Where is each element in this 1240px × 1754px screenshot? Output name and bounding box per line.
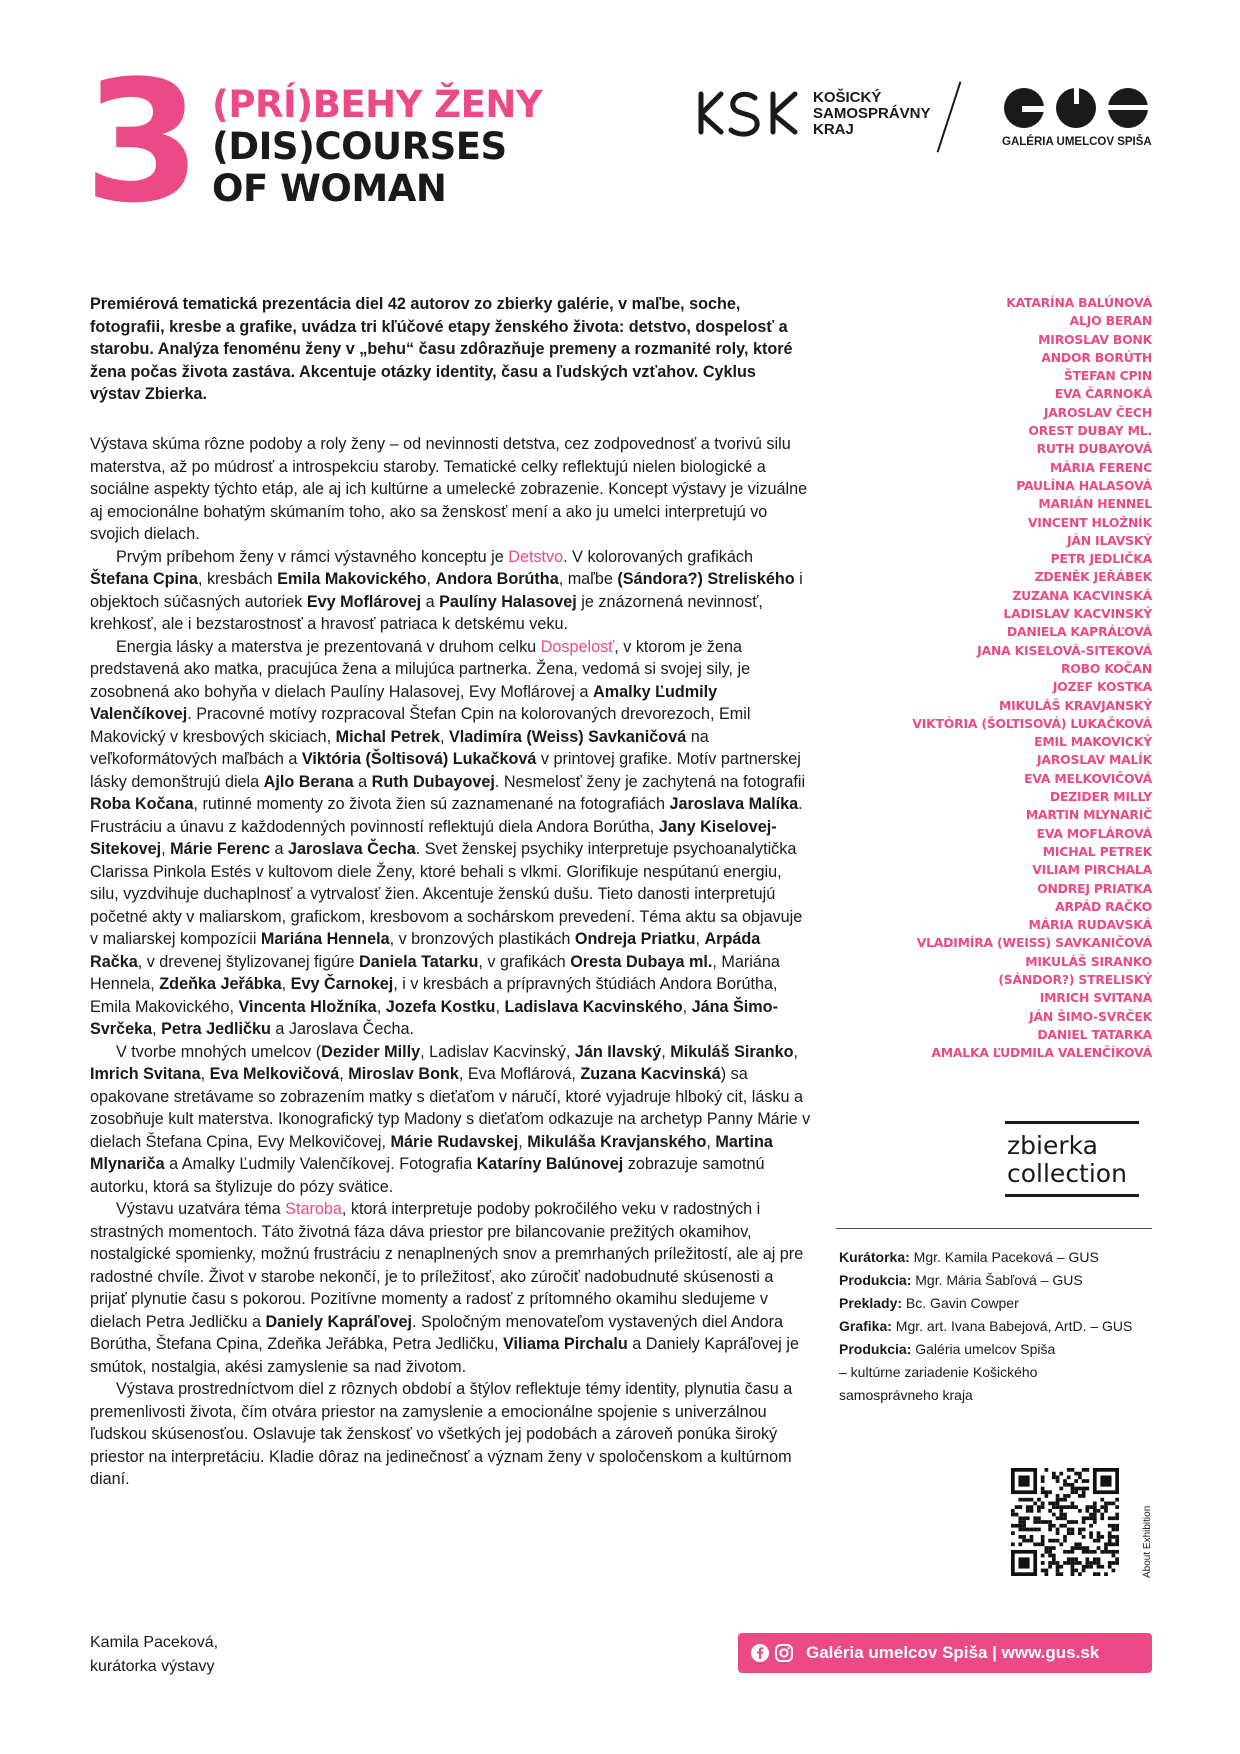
artist-name: VILIAM PIRCHALA — [1032, 862, 1152, 878]
intro-paragraph — [90, 293, 810, 406]
artist-name: JÁN ŠIMO-SVRČEK — [1029, 1008, 1152, 1024]
main-article — [90, 433, 812, 1491]
artist-name: AMALKA ĽUDMILA VALENČÍKOVÁ — [931, 1045, 1152, 1061]
title-line-sk: (PRÍ)BEHY ŽENY — [212, 83, 543, 126]
ksk-logo-mark — [697, 88, 803, 140]
artist-name: OREST DUBAY ML. — [1028, 423, 1152, 439]
credit-continuation: samosprávneho kraja — [839, 1387, 973, 1403]
article-paragraph: V tvorbe mnohých umelcov (Dezider Milly, Ladislav Kacvinský, Ján Ilavský, Mikuláš Siranko, Imrich Svitana, Eva Melkovičová, Miroslav Bonk, Eva Moflárová, Zuzana Kacvinská) sa opakovane stretávame so zobrazením matky s dieťaťom v náručí, ktoré vyjadruje hlboký cit, lásku a zosobňuje kult materstva. Ikonografický typ Madony s dieťaťom odkazuje na archetyp Panny Márie v dielach Štefana Cpina, Evy Melkovičovej, Márie Rudavskej, Mikuláša Kravjanského, Martina Mlynariča a Amalky Ľudmily Valenčíkovej. Fotografia Kataríny Balúnovej zobrazuje samotnú autorku, ktorá sa štylizuje do pózy svätice. — [90, 1042, 811, 1196]
credit-row — [839, 1315, 1149, 1338]
zbierka-collection-logo — [1005, 1121, 1139, 1197]
ksk-text-line: SAMOSPRÁVNY — [813, 105, 931, 122]
qr-label: About Exhibition — [1142, 1505, 1153, 1578]
artist-name: PETR JEDLIČKA — [1050, 551, 1152, 567]
artist-name: ANDOR BORÚTH — [1041, 349, 1152, 365]
artist-name: EVA MOFLÁROVÁ — [1036, 825, 1152, 841]
credit-value: Mgr. Kamila Paceková – GUS — [909, 1249, 1099, 1265]
title-line-en-1: (DIS)COURSES — [212, 125, 507, 168]
artist-name: MIKULÁŠ SIRANKO — [1025, 953, 1152, 969]
artist-name: MARTIN MLYNARIČ — [1025, 807, 1152, 823]
ksk-text-line: KRAJ — [813, 121, 854, 138]
gus-logo — [1002, 84, 1152, 150]
article-paragraph: Výstava skúma rôzne podoby a roly ženy – od nevinnosti detstva, cez zodpovednosť a tvorivú silu materstva, až po múdrosť a introspekciu staroby. Tematické celky reflektujú nielen biologické a sociálne aspekty týchto etáp, ale aj ich kultúrne a umelecké zobrazenie. Koncept výstavy je vizuálne aj emocionálne bohatým skúmaním toho, ako sa ženskosť mení a ako ju umelci interpretujú vo svojich dielach. — [90, 435, 808, 543]
credit-continuation: – kultúrne zariadenie Košického — [839, 1364, 1038, 1380]
artist-name: MARIÁN HENNEL — [1038, 496, 1152, 512]
qr-code[interactable] — [1011, 1468, 1119, 1576]
artist-name: JÁN ILAVSKÝ — [1066, 532, 1152, 548]
article-paragraph: Prvým príbehom ženy v rámci výstavného konceptu je Detstvo. V kolorovaných grafikách Štefana Cpina, kresbách Emila Makovického, Andora Borútha, maľbe (Sándora?) Streliského i objektoch súčasných autoriek Evy Moflárovej a Paulíny Halasovej je znázornená nevinnosť, krehkosť, ale i bezstarostnosť a hravosť patriaca k detskému veku. — [90, 547, 803, 633]
artist-list — [912, 294, 1152, 1062]
facebook-icon[interactable] — [750, 1643, 770, 1663]
zbierka-line: collection — [1007, 1159, 1127, 1188]
credit-row — [839, 1246, 1149, 1269]
credit-label: Preklady: — [839, 1295, 903, 1311]
artist-name: ZUZANA KACVINSKÁ — [1012, 587, 1152, 603]
article-paragraph: Výstava prostredníctvom diel z rôznych období a štýlov reflektuje témy identity, plynutia času a premenlivosti života, čím otvára priestor na zamyslenie a emocionálne spojenie s univerzálnou ľudskou skúsenosťou. Oslavuje tak ženskosť vo všetkých jej podobách a zároveň ponúka široký priestor na interpretáciu. Kladie dôraz na jedinečnosť a význam ženy v spoločenskom a kultúrnom dianí. — [90, 1380, 793, 1488]
artist-name: EVA ČARNOKÁ — [1054, 386, 1152, 402]
ksk-text-line: KOŠICKÝ — [813, 89, 882, 106]
artist-name: VIKTÓRIA (ŠOLTISOVÁ) LUKAČKOVÁ — [912, 715, 1152, 731]
signature-name: Kamila Paceková, — [90, 1634, 219, 1651]
artist-name: ZDENĚK JEŘÁBEK — [1034, 569, 1152, 585]
artist-name: LADISLAV KACVINSKÝ — [1003, 606, 1152, 622]
artist-name: DEZIDER MILLY — [1049, 789, 1152, 805]
artist-name: MÁRIA FERENC — [1050, 459, 1152, 475]
artist-name: ARPÁD RAČKO — [1055, 898, 1152, 914]
credits — [839, 1246, 1149, 1407]
article-paragraph: Výstavu uzatvára téma Staroba, ktorá interpretuje podoby pokročilého veku v radostných i strastných momentoch. Táto životná fáza dáva priestor pre bilancovanie prežitých okamihov, nostalgické spomienky, možnú frustráciu z nenaplnených snov a premrhaných príležitostí, ale aj pre radostné chvíle. Život v starobe nekončí, je to príležitosť, ako zúročiť nadobudnuté skúsenosti a prijať plynutie času s pokorou. Pozitívne momenty a radosť z prítomného okamihu sledujeme v dielach Petra Jedličku a Daniely Kapráľovej. Spoločným menovateľom vystavených diel Andora Borútha, Štefana Cpina, Zdeňka Jeřábka, Petra Jedličku, Viliama Pirchalu a Daniely Kapráľovej je smútok, nostalgia, akési zamyslenie sa nad životom. — [90, 1200, 804, 1376]
credit-value: Galéria umelcov Spiša — [911, 1341, 1056, 1357]
artist-name: MIROSLAV BONK — [1038, 331, 1152, 347]
article-paragraph: Energia lásky a materstva je prezentovaná v druhom celku Dospelosť, v ktorom je žena predstavená ako matka, pracujúca žena a milujúca partnerka. Žena, vedomá si svojej sily, je zosobnená ako bohyňa v dielach Paulíny Halasovej, Evy Moflárovej a Amalky Ľudmily Valenčíkovej. Pracovné motívy rozpracoval Štefan Cpin na kolorovaných drevorezoch, Emil Makovický v kresbových skiciach, Michal Petrek, Vladimíra (Weiss) Savkaničová na veľkoformátových maľbách a Viktória (Šoltisová) Lukačková v printovej grafike. Motív partnerskej lásky demonštrujú diela Ajlo Berana a Ruth Dubayovej. Nesmelosť ženy je zachytená na fotografii Roba Kočana, rutinné momenty zo života žien sú zaznamenané na fotografiách Jaroslava Malíka. Frustráciu a únavu z každodenných povinností reflektujú diela Andora Borútha, Jany Kiselovej-Sitekovej, Márie Ferenc a Jaroslava Čecha. Svet ženskej psychiky interpretuje psychoanalytička Clarissa Pinkola Estés v kultovom diele Ženy, ktoré behali s vlkmi. Glorifikuje nespútanú energiu, silu, vyzdvihuje duchaplnosť a vytrvalosť žien. Akcentuje ženskú dušu. Tieto danosti interpretujú početné akty v maliarskom, grafickom, kresbovom a sochárskom prevedení. Téma aktu sa objavuje v maliarskej kompozícii Mariána Hennela, v bronzových plastikách Ondreja Priatku, Arpáda Račka, v drevenej štylizovanej figúre Daniela Tatarku, v grafikách Oresta Dubaya ml., Mariána Hennela, Zdeňka Jeřábka, Evy Čarnokej, i v kresbách a prípravných štúdiách Andora Borútha, Emila Makovického, Vincenta Hložníka, Jozefa Kostku, Ladislava Kacvinského, Jána Šimo-Svrčeka, Petra Jedličku a Jaroslava Čecha. — [90, 637, 806, 1038]
artist-name: JAROSLAV MALÍK — [1037, 752, 1152, 768]
artist-name: RUTH DUBAYOVÁ — [1036, 441, 1152, 457]
credit-row — [839, 1292, 1149, 1315]
zbierka-bar-top — [1005, 1121, 1139, 1124]
footer-link-text[interactable]: Galéria umelcov Spiša | www.gus.sk — [806, 1643, 1100, 1662]
artist-name: EMIL MAKOVICKÝ — [1034, 734, 1152, 750]
artist-name: MIKULÁŠ KRAVJANSKÝ — [998, 697, 1152, 713]
title-line-en-2: OF WOMAN — [212, 167, 447, 210]
artist-name: KATARÍNA BALÚNOVÁ — [1006, 295, 1152, 310]
artist-name: ŠTEFAN CPIN — [1063, 368, 1152, 384]
artist-name: ROBO KOČAN — [1061, 660, 1152, 676]
gus-logo-mark — [1002, 84, 1152, 134]
artist-name: MÁRIA RUDAVSKÁ — [1028, 917, 1152, 933]
credit-value: Mgr. art. Ivana Babejová, ArtD. – GUS — [891, 1318, 1133, 1334]
credit-row — [839, 1269, 1149, 1292]
artist-name: ONDREJ PRIATKA — [1037, 880, 1152, 896]
artist-name: EVA MELKOVIČOVÁ — [1024, 770, 1152, 786]
artist-name: PAULÍNA HALASOVÁ — [1016, 477, 1152, 493]
credit-label: Grafika: — [839, 1318, 892, 1334]
footer-badge[interactable] — [738, 1633, 1152, 1673]
artist-name: DANIEL TATARKA — [1037, 1026, 1152, 1042]
credit-value: Mgr. Mária Šabľová – GUS — [911, 1272, 1083, 1288]
instagram-icon[interactable] — [774, 1643, 794, 1663]
credit-label: Produkcia: — [839, 1272, 912, 1288]
exhibition-number: 3 — [84, 44, 197, 240]
logo-separator — [937, 82, 962, 153]
artist-name: JANA KISELOVÁ-SITEKOVÁ — [977, 642, 1152, 658]
gus-logo-caption: GALÉRIA UMELCOV SPIŠA — [1002, 136, 1152, 148]
credit-label: Produkcia: — [839, 1341, 912, 1357]
artist-name: ALJO BERAN — [1069, 313, 1152, 329]
exhibition-title — [212, 84, 542, 210]
ksk-logo-text — [813, 90, 931, 138]
artist-name: JAROSLAV ČECH — [1043, 404, 1152, 420]
credits-divider — [836, 1228, 1152, 1229]
zbierka-bar-bottom — [1005, 1194, 1139, 1197]
ksk-logo — [697, 86, 931, 146]
credit-row — [839, 1338, 1149, 1361]
signature — [90, 1631, 218, 1679]
artist-name: VINCENT HLOŽNÍK — [1027, 514, 1152, 530]
signature-role: kurátorka výstavy — [90, 1658, 215, 1675]
artist-name: JOZEF KOSTKA — [1052, 679, 1152, 695]
artist-name: DANIELA KAPRÁĽOVÁ — [1006, 624, 1152, 640]
zbierka-text — [1007, 1132, 1139, 1188]
zbierka-line: zbierka — [1007, 1131, 1098, 1160]
artist-name: VLADIMÍRA (WEISS) SAVKANIČOVÁ — [916, 935, 1152, 951]
credit-value: Bc. Gavin Cowper — [902, 1295, 1019, 1311]
artist-name: IMRICH SVITANA — [1039, 990, 1152, 1006]
credit-label: Kurátorka: — [839, 1249, 910, 1265]
artist-name: (SÁNDOR?) STRELISKÝ — [998, 971, 1152, 987]
intro-text: Premiérová tematická prezentácia diel 42 autorov zo zbierky galérie, v maľbe, soche, fotografii, kresbe a grafike, uvádza tri kľúčové etapy ženského života: detstvo, dospelosť a starobu. Analýza fenoménu ženy v „behu“ času zdôrazňuje premeny a rozmanité roly, ktoré žena počas života zastáva. Akcentuje otázky identity, času a ľudských vzťahov. Cyklus výstav Zbierka. — [90, 295, 793, 403]
artist-name: MICHAL PETREK — [1042, 843, 1152, 859]
